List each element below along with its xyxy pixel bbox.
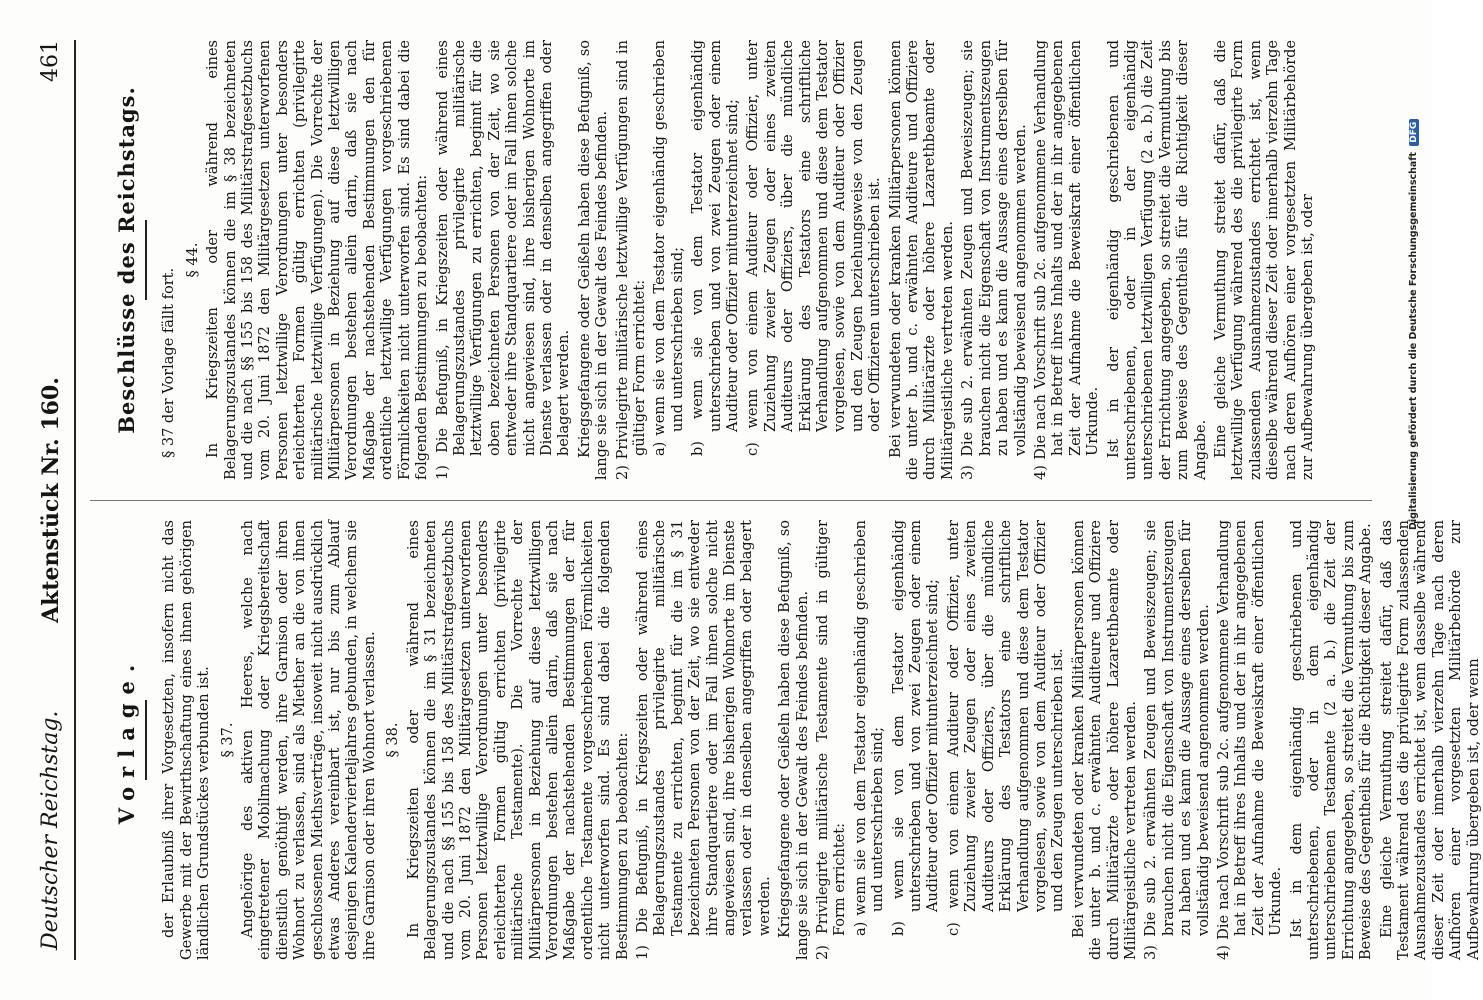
presumption-paragraph: Eine gleiche Vermuthung streitet dafür, daß das Testament während des die privilegirte Form zulassenden Ausnahmezustandes errichtet ist, wenn dasselbe während dieser Zeit oder innerhalb vierzehn Tage nach deren Aufhören einer vorgesetzten Militärbehörde zur Aufbewahrung übergeben ist, oder wenn — [1378, 520, 1482, 960]
section-37-note: § 37 der Vorlage fällt fort. — [161, 267, 178, 458]
column-separator — [90, 500, 1372, 501]
heading-underline — [145, 700, 147, 780]
item-2c: c) wenn von einem Auditeur oder Offizier, unter Zuziehung zweier Zeugen oder eines zweiten Auditeurs oder Offiziers, über die mündliche Erklärung des Testators eine schriftliche Verhandlung aufgenommen und diese dem Testator vorgelesen, sowie von dem Auditeur oder Offizier und den Zeugen beziehungsweise von den Zeugen oder Offizieren unterschrieben ist. — [745, 40, 884, 456]
digitization-notice — [1408, 119, 1419, 530]
item-4: 4) Die nach Vorschrift sub 2c. aufgenommene Verhandlung hat in Betreff ihres Inhalts und der in ihr angegebenen Zeit der Aufnahme die Beweiskraft einer öffentlichen Urkunde. — [1215, 520, 1285, 960]
wounded-paragraph: Bei verwundeten oder kranken Militärpersonen können die unter b. und c. erwähnten Auditeure und Offiziere durch Militärärzte oder höhere Lazarethbeamte oder Militärgeistliche vertreten werden. — [887, 40, 956, 480]
page-header — [32, 30, 72, 970]
right-column-beschluesse — [110, 40, 1372, 480]
section-44-title: § 44. — [184, 242, 201, 278]
wounded-paragraph: Bei verwundeten oder kranken Militärpersonen können die unter b. und c. erwähnten Auditeure und Offiziere durch Militärärzte oder höhere Lazarethbeamte oder Militärgeistliche vertreten werden. — [1070, 520, 1139, 960]
item-1: 1) Die Befugniß, in Kriegszeiten oder während eines Belagerungszustandes privilegirte militärische Testamente zu errichten, beginnt für die im § 31 bezeichneten Personen von der Zeit, wo sie entweder ihre Standquartiere oder im Fall ihnen solche nicht angewiesen sind, ihre bisherigen Wohnorte im Dienste verlassen oder in denselben angegriffen oder belagert werden. — [634, 520, 773, 960]
section-37-title: § 37. — [219, 722, 236, 758]
item-1-continuation: Kriegsgefangene oder Geißeln haben diese Befugniß, so lange sie sich in der Gewalt des Feindes befinden. — [576, 40, 611, 480]
item-2: 2) Privilegirte militärische letztwillige Verfügungen sind in gültiger Form errichtet: — [614, 40, 648, 480]
item-4: 4) Die nach Vorschrift sub 2c. aufgenommene Verhandlung hat in Betreff ihres Inhalts und der in ihr angegebenen Zeit der Aufnahme die Beweiskraft einer öffentlichen Urkunde. — [1032, 40, 1102, 480]
item-1: 1) Die Befugniß, in Kriegszeiten oder während eines Belagerungszustandes privilegirte militärische letztwillige Verfügungen zu errichten, beginnt für die oben bezeichneten Personen von der Zeit, wo sie entweder ihre Standquartiere oder im Fall ihnen solche nicht angewiesen sind, ihre bisherigen Wohnorte im Dienste verlassen oder in denselben angegriffen oder belagert werden. — [434, 40, 573, 480]
left-column-vorlage — [110, 520, 1482, 960]
heading-underline — [145, 220, 147, 300]
date-paragraph: Ist in dem eigenhändig geschriebenen und unterschriebenen, oder in dem eigenhändig unterschriebenen Testamente (2 a. b.) die Zeit der Errichtung angegeben, so streitet die Vermuthung bis zum Beweise des Gegentheils für die Richtigkeit dieser Angabe. — [1288, 520, 1375, 960]
item-2c: c) wenn von einem Auditeur oder Offizier, unter Zuziehung zweier Zeugen oder eines zweiten Auditeurs oder Offiziers, über die mündliche Erklärung des Testators eine schriftliche Verhandlung aufgenommen und diese dem Testator vorgelesen, sowie von dem Auditeur oder Offizier und den Zeugen unterschrieben ist. — [945, 520, 1067, 936]
item-3: 3) Die sub 2. erwähnten Zeugen und Beweiszeugen; sie brauchen nicht die Eigenschaft von Instrumentszeugen zu haben und es kann die Aussage eines derselben für vollständig beweisend angenommen werden. — [1143, 520, 1212, 960]
left-column-heading: Vorlage. — [114, 655, 139, 825]
header-left-title: Deutscher Reichstag. — [38, 710, 63, 950]
section-38-text: In Kriegszeiten oder während eines Belagerungszustandes können die im § 31 bezeichneten und die nach §§ 155 bis 158 des Militärstrafgesetzbuchs vom 20. Juni 1872 den Militärgesetzen unterworfenen Personen letztwillige Verordnungen unter besonders erleichterten Formen gültig errichten (privilegirte militärische Testamente). Die Vorrechte der Militärpersonen in Beziehung auf diese letztwilligen Verordnungen bestehen allein darin, daß sie nach Maßgabe der nachstehenden Bestimmungen der für ordentliche Testamente vorgeschriebenen Förmlichkeiten nicht unterworfen sind. Es sind dabei die folgenden Bestimmungen zu beobachten: — [405, 520, 631, 960]
intro-paragraph: der Erlaubniß ihrer Vorgesetzten, insofern nicht das Gewerbe mit der Bewirthschaftung eines ihnen gehörigen ländlichen Grundstückes verbunden ist. — [161, 520, 213, 960]
item-2b: b) wenn sie von dem Testator eigenhändig unterschrieben und von zwei Zeugen oder einem Auditeur oder Offizier mitunterzeichnet sind; — [890, 520, 942, 936]
header-document-number: Aktenstück Nr. 160. — [38, 377, 64, 623]
item-2a: a) wenn sie von dem Testator eigenhändig geschrieben und unterschrieben sind; — [652, 40, 686, 456]
date-paragraph: Ist in der eigenhändig geschriebenen und unterschriebenen, oder in der eigenhändig unterschriebenen letztwilligen Verfügung (2 a. b.) die Zeit der Errichtung angegeben, so streitet die Vermuthung bis zum Beweise des Gegentheils für die Richtigkeit dieser Angabe. — [1105, 40, 1209, 480]
item-2b: b) wenn sie von dem Testator eigenhändig unterschrieben und von zwei Zeugen oder einem Auditeur oder Offizier mitunterzeichnet sind; — [690, 40, 741, 456]
dfg-logo: DFG — [1409, 119, 1419, 146]
page-number: 461 — [38, 40, 63, 82]
item-2a: a) wenn sie von dem Testator eigenhändig geschrieben und unterschrieben sind; — [852, 520, 887, 936]
digitization-notice-text: Digitalisierung gefördert durch die Deutsche Forschungsgemeinschaft — [1408, 152, 1419, 530]
item-1-continuation: Kriegsgefangene oder Geißeln haben diese Befugniß, so lange sie sich in der Gewalt des Feindes befinden. — [777, 520, 811, 960]
header-rule — [74, 40, 76, 960]
section-44-text: In Kriegszeiten oder während eines Belagerungszustandes können die im § 38 bezeichneten und die nach §§ 155 bis 158 des Militärstrafgesetzbuchs vom 20. Juni 1872 den Militärgesetzen unterworfenen Personen letztwillige Verordnungen unter besonders erleichterten Formen gültig errichten (privilegirte militärische letztwillige Verfügungen). Die Vorrechte der Militärpersonen in Beziehung auf diese letztwilligen Verordnungen bestehen allein darin, daß sie nach Maßgabe der nachstehenden Bestimmungen den für ordentliche letztwillige Verfügungen vorgeschriebenen Förmlichkeiten nicht unterworfen sind. Es sind dabei die folgenden Bestimmungen zu beobachten: — [205, 40, 431, 480]
section-37-text: Angehörige des aktiven Heeres, welche nach eingetretener Mobilmachung oder Kriegsbereitschaft dienstlich genöthigt werden, ihre Garnison oder ihren Wohnort zu verlassen, sind als Miether an die von ihnen geschlossenen Miethsverträge, insoweit nicht ausdrücklich etwas Anderes vereinbart ist, nur bis zum Ablauf desjenigen Kalendervierteljahres gebunden, in welchem sie ihre Garnison oder ihren Wohnort verlassen. — [240, 520, 378, 960]
item-3: 3) Die sub 2. erwähnten Zeugen und Beweiszeugen; sie brauchen nicht die Eigenschaft von Instrumentszeugen zu haben und es kann die Aussage eines derselben für vollständig beweisend angenommen werden. — [960, 40, 1029, 480]
item-2: 2) Privilegirte militärische Testamente sind in gültiger Form errichtet: — [815, 520, 849, 960]
presumption-paragraph: Eine gleiche Vermuthung streitet dafür, daß die letztwillige Verfügung während des die privilegirte Form zulassenden Ausnahmezustandes errichtet ist, wenn dieselbe während dieser Zeit oder innerhalb vierzehn Tage nach deren Aufhören einer vorgesetzten Militärbehörde zur Aufbewahrung übergeben ist, oder — [1212, 40, 1316, 480]
right-column-heading: Beschlüsse des Reichstags. — [114, 86, 139, 434]
section-38-title: § 38. — [385, 722, 402, 758]
